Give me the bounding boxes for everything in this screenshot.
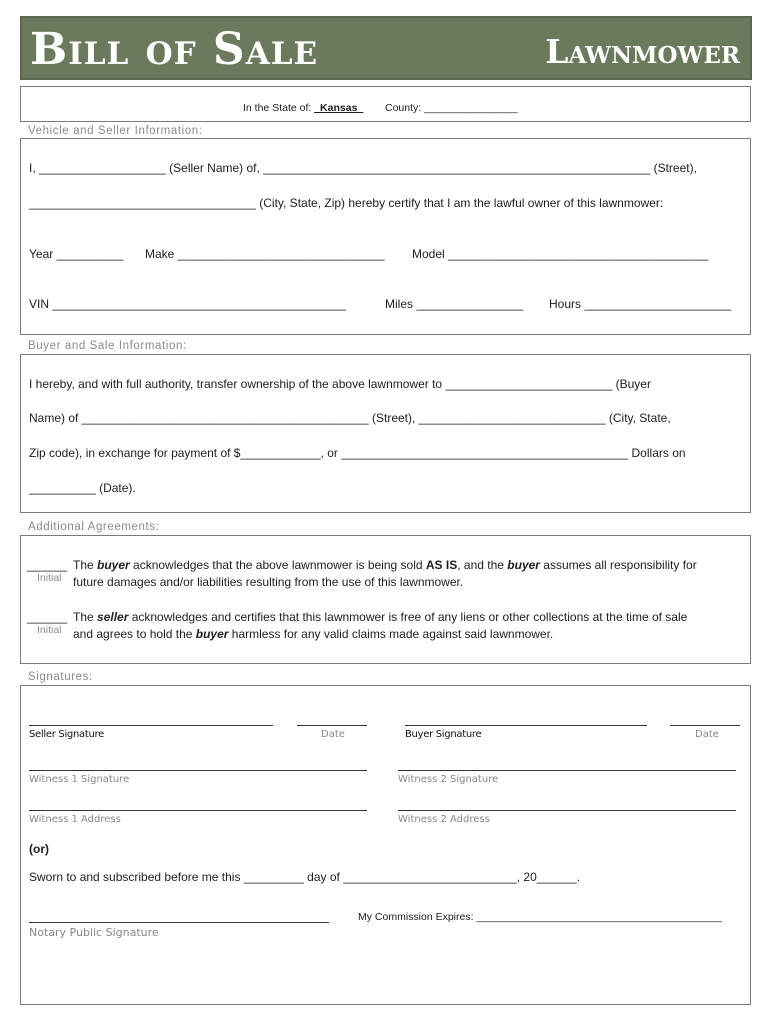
state-line <box>243 102 363 114</box>
buyer-date-line[interactable] <box>670 725 740 726</box>
commission-expires-field[interactable]: My Commission Expires: __________________________________________ <box>358 911 722 923</box>
agreement-2-seller: seller <box>97 610 129 624</box>
initial-label-1: Initial <box>37 572 62 584</box>
agreement-2-line-2 <box>73 626 553 642</box>
witness1-signature-line[interactable] <box>29 770 367 771</box>
title-banner <box>20 16 752 80</box>
seller-date-label: Date <box>321 729 345 740</box>
state-county-box <box>20 86 751 122</box>
agreements-box <box>20 535 751 664</box>
witness2-signature-label: Witness 2 Signature <box>398 774 499 785</box>
model-field[interactable]: Model _______________________________________ <box>412 247 709 261</box>
buyer-line-3[interactable]: Zip code), in exchange for payment of $____________, or ___________________________________________ Dollars on <box>29 446 686 460</box>
year-field[interactable]: Year __________ <box>29 247 124 261</box>
state-value[interactable]: _Kansas_ <box>314 102 364 114</box>
agreement-2-buyer: buyer <box>195 627 229 641</box>
vehicle-seller-box <box>20 138 751 335</box>
make-field[interactable]: Make _______________________________ <box>145 247 385 261</box>
agreement-1-as-is: AS IS <box>425 558 458 572</box>
buyer-signature-line[interactable] <box>405 725 647 726</box>
buyer-line-1[interactable]: I hereby, and with full authority, transfer ownership of the above lawnmower to _________________________ (Buyer <box>29 377 651 391</box>
or-label: (or) <box>29 842 49 856</box>
miles-field[interactable]: Miles ________________ <box>385 297 524 311</box>
seller-line-1[interactable]: I, ___________________ (Seller Name) of, __________________________________________________________ (Street), <box>29 161 697 175</box>
agreement-1-buyer-2: buyer <box>507 558 540 572</box>
witness2-address-label: Witness 2 Address <box>398 814 490 825</box>
hours-field[interactable]: Hours ______________________ <box>549 297 732 311</box>
state-prefix: In the State of: <box>243 102 315 114</box>
buyer-date-label: Date <box>695 729 719 740</box>
buyer-signature-label: Buyer Signature <box>405 729 482 740</box>
agreement-1-text-d: assumes all responsibility for <box>539 558 697 572</box>
notary-signature-line[interactable] <box>29 922 329 923</box>
witness1-address-line[interactable] <box>29 810 367 811</box>
section-label-agreements: Additional Agreements: <box>28 521 160 533</box>
agreement-1-text-b: acknowledges that the above lawnmower is being sold <box>129 558 426 572</box>
county-field[interactable]: County: ________________ <box>385 102 518 114</box>
agreement-1-text-a: The <box>73 558 98 572</box>
agreement-1-buyer: buyer <box>97 558 130 572</box>
signatures-box <box>20 685 751 1005</box>
section-label-vehicle: Vehicle and Seller Information: <box>28 125 203 137</box>
agreement-1-line-1 <box>73 557 697 573</box>
document-title: Bill of Sale <box>30 24 319 75</box>
witness1-address-label: Witness 1 Address <box>29 814 121 825</box>
buyer-sale-box <box>20 354 751 513</box>
document-subtitle: Lawnmower <box>545 32 740 71</box>
agreement-2-text-a: The <box>73 610 98 624</box>
witness2-signature-line[interactable] <box>398 770 736 771</box>
initial-blank-2[interactable]: ______ <box>27 610 68 624</box>
section-label-signatures: Signatures: <box>28 671 93 683</box>
vin-field[interactable]: VIN ____________________________________________ <box>29 297 346 311</box>
agreement-2-text-b: acknowledges and certifies that this lawnmower is free of any liens or other collections at the time of sale <box>128 610 688 624</box>
agreement-2-line-1 <box>73 609 687 625</box>
seller-date-line[interactable] <box>297 725 367 726</box>
notary-signature-label: Notary Public Signature <box>29 926 159 939</box>
witness2-address-line[interactable] <box>398 810 736 811</box>
agreement-1-text-c: , and the <box>457 558 508 572</box>
buyer-line-2[interactable]: Name) of ___________________________________________ (Street), ____________________________ (City, State, <box>29 411 671 425</box>
agreement-1-line-2: future damages and/or liabilities resulting from the use of this lawnmower. <box>73 575 464 589</box>
section-label-buyer: Buyer and Sale Information: <box>28 340 187 352</box>
seller-signature-label: Seller Signature <box>29 729 104 740</box>
agreement-2-text-d: harmless for any valid claims made against said lawnmower. <box>228 627 554 641</box>
buyer-line-4[interactable]: __________ (Date). <box>29 481 136 495</box>
agreement-2-text-c: and agrees to hold the <box>73 627 196 641</box>
witness1-signature-label: Witness 1 Signature <box>29 774 130 785</box>
seller-line-2[interactable]: __________________________________ (City, State, Zip) hereby certify that I am the lawful owner of this lawnmower: <box>29 196 664 210</box>
sworn-line[interactable]: Sworn to and subscribed before me this _________ day of __________________________, 20______. <box>29 870 581 884</box>
initial-label-2: Initial <box>37 624 62 636</box>
initial-blank-1[interactable]: ______ <box>27 558 68 572</box>
seller-signature-line[interactable] <box>29 725 273 726</box>
